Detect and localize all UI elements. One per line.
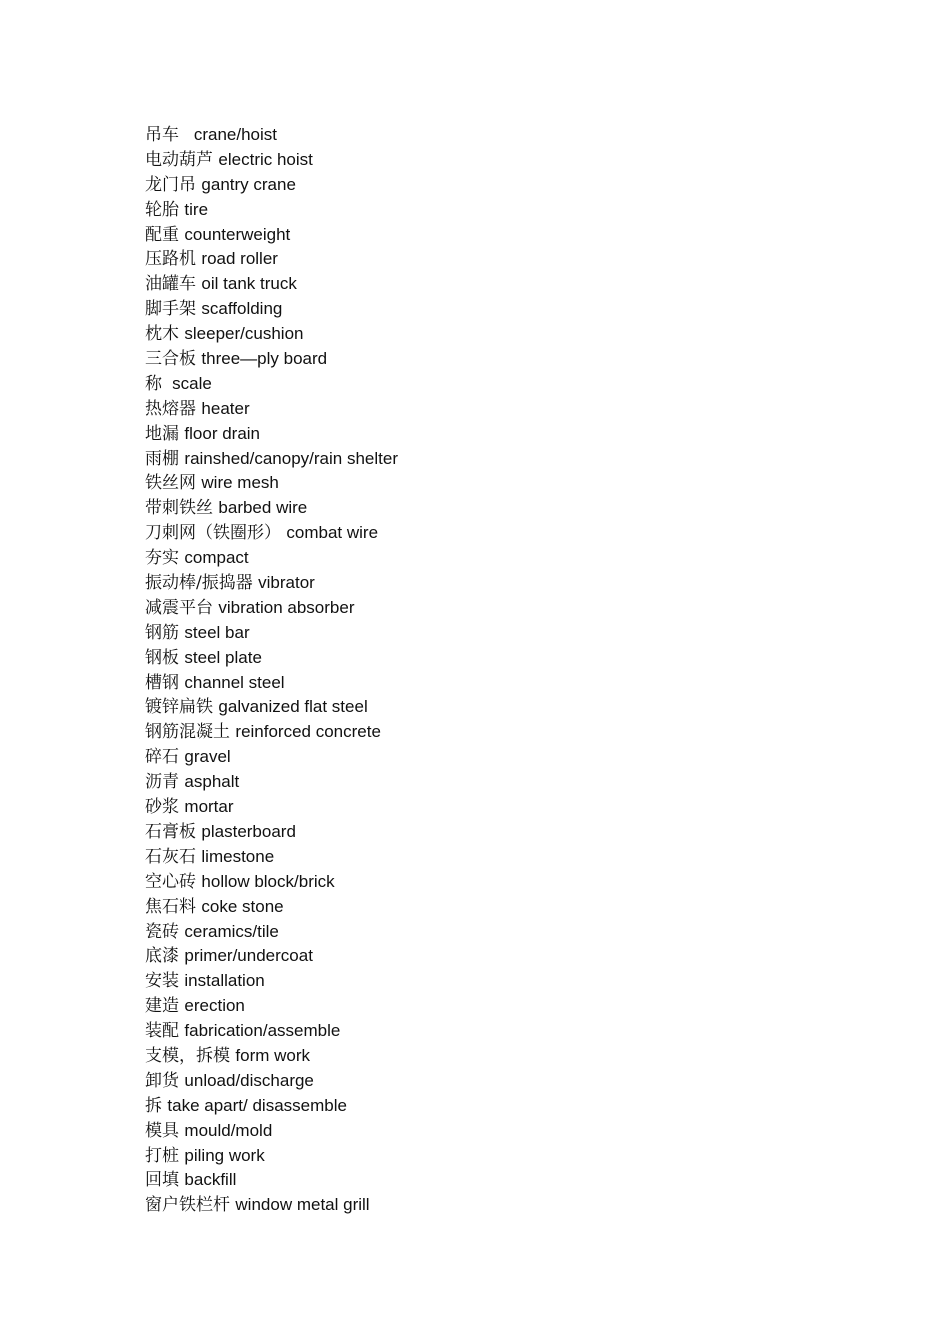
entry-chinese-term: 油罐车 (145, 274, 196, 295)
entry-chinese-term: 瓷砖 (145, 921, 179, 942)
entry-chinese-term: 三合板 (145, 349, 196, 370)
glossary-entry (145, 969, 398, 994)
entry-chinese-term: 龙门吊 (145, 174, 196, 195)
glossary-entry (145, 173, 398, 198)
entry-chinese-term: 卸货 (145, 1070, 179, 1091)
glossary-entry (145, 596, 398, 621)
entry-chinese-term: 钢板 (145, 647, 179, 668)
entry-english-term: channel steel (184, 672, 285, 692)
entry-english-term: counterweight (184, 224, 291, 244)
entry-chinese-term: 石灰石 (145, 846, 196, 867)
entry-chinese-term: 焦石料 (145, 896, 196, 917)
entry-chinese-term: 拆 (145, 1095, 162, 1116)
glossary-entry (145, 496, 398, 521)
glossary-entry (145, 1144, 398, 1169)
entry-english-term: scaffolding (201, 299, 283, 319)
glossary-entry (145, 994, 398, 1019)
glossary-entry (145, 347, 398, 372)
entry-english-term: coke stone (201, 896, 284, 916)
entry-english-term: barbed wire (218, 498, 308, 518)
entry-chinese-term: 底漆 (145, 946, 179, 967)
entry-chinese-term: 模具 (145, 1120, 179, 1141)
glossary-entry (145, 322, 398, 347)
entry-english-term: floor drain (184, 423, 261, 443)
glossary-entry (145, 895, 398, 920)
glossary-entry (145, 1119, 398, 1144)
glossary-entry (145, 546, 398, 571)
glossary-entry (145, 1193, 398, 1218)
glossary-list (145, 123, 398, 1218)
entry-chinese-term: 枕木 (145, 324, 179, 345)
entry-english-term: unload/discharge (184, 1070, 314, 1090)
entry-chinese-term: 轮胎 (145, 199, 179, 220)
entry-english-term: vibrator (258, 573, 315, 593)
entry-chinese-term: 镀锌扁铁 (145, 697, 213, 718)
glossary-entry (145, 372, 398, 397)
entry-english-term: wire mesh (201, 473, 279, 493)
entry-chinese-term: 石膏板 (145, 821, 196, 842)
glossary-entry (145, 695, 398, 720)
entry-english-term: compact (184, 548, 249, 568)
entry-chinese-term: 热熔器 (145, 398, 196, 419)
glossary-entry (145, 745, 398, 770)
entry-chinese-term: 电动葫芦 (145, 149, 213, 170)
glossary-entry (145, 198, 398, 223)
entry-english-term: backfill (184, 1170, 237, 1190)
entry-chinese-term: 钢筋混凝土 (145, 722, 230, 743)
glossary-entry (145, 1094, 398, 1119)
glossary-entry (145, 944, 398, 969)
glossary-entry (145, 297, 398, 322)
entry-english-term: galvanized flat steel (218, 697, 368, 717)
glossary-entry (145, 571, 398, 596)
entry-english-term: plasterboard (201, 821, 296, 841)
entry-english-term: primer/undercoat (184, 946, 313, 966)
glossary-entry (145, 223, 398, 248)
entry-chinese-term: 振动棒/振捣器 (145, 573, 253, 594)
entry-english-term: gravel (184, 747, 231, 767)
entry-english-term: mortar (184, 797, 234, 817)
entry-english-term: vibration absorber (218, 597, 355, 617)
entry-english-term: asphalt (184, 772, 240, 792)
entry-chinese-term: 装配 (145, 1021, 179, 1042)
glossary-entry (145, 646, 398, 671)
entry-english-term: tire (184, 199, 209, 219)
entry-english-term: limestone (201, 846, 275, 866)
entry-chinese-term: 建造 (145, 996, 179, 1017)
entry-chinese-term: 夯实 (145, 548, 179, 569)
entry-english-term: reinforced concrete (235, 722, 381, 742)
entry-english-term: piling work (184, 1145, 265, 1165)
entry-chinese-term: 带刺铁丝 (145, 498, 213, 519)
entry-english-term: oil tank truck (201, 274, 297, 294)
entry-english-term: window metal grill (235, 1195, 370, 1215)
glossary-entry (145, 720, 398, 745)
entry-english-term: steel plate (184, 647, 262, 667)
glossary-entry (145, 870, 398, 895)
glossary-entry (145, 1044, 398, 1069)
entry-english-term: hollow block/brick (201, 871, 335, 891)
glossary-entry (145, 397, 398, 422)
glossary-entry (145, 471, 398, 496)
entry-english-term: rainshed/canopy/rain shelter (184, 448, 398, 468)
glossary-entry (145, 521, 398, 546)
entry-english-term: scale (167, 373, 212, 393)
entry-chinese-term: 配重 (145, 224, 179, 245)
entry-chinese-term: 钢筋 (145, 622, 179, 643)
glossary-entry (145, 247, 398, 272)
glossary-entry (145, 422, 398, 447)
entry-chinese-term: 雨棚 (145, 448, 179, 469)
entry-chinese-term: 地漏 (145, 423, 179, 444)
entry-english-term: installation (184, 971, 265, 991)
entry-chinese-term: 空心砖 (145, 871, 196, 892)
entry-chinese-term: 槽钢 (145, 672, 179, 693)
entry-chinese-term: 打桩 (145, 1145, 179, 1166)
entry-chinese-term: 窗户铁栏杆 (145, 1195, 230, 1216)
entry-english-term: fabrication/assemble (184, 1021, 341, 1041)
entry-chinese-term: 回填 (145, 1170, 179, 1191)
glossary-entry (145, 795, 398, 820)
glossary-entry (145, 920, 398, 945)
entry-chinese-term: 碎石 (145, 747, 179, 768)
entry-chinese-term: 吊车 (145, 125, 179, 145)
entry-english-term: three—ply board (201, 349, 328, 369)
glossary-entry (145, 770, 398, 795)
glossary-entry (145, 1019, 398, 1044)
glossary-entry (145, 447, 398, 472)
glossary-entry (145, 272, 398, 297)
entry-chinese-term: 沥青 (145, 772, 179, 793)
entry-english-term: mould/mold (184, 1120, 273, 1140)
glossary-entry (145, 123, 398, 148)
entry-english-term: ceramics/tile (184, 921, 279, 941)
entry-chinese-term: 称 (145, 373, 162, 394)
entry-chinese-term: 减震平台 (145, 597, 213, 618)
glossary-entry (145, 1069, 398, 1094)
glossary-entry (145, 820, 398, 845)
entry-chinese-term: 刀刺网（铁圈形） (145, 523, 281, 544)
entry-chinese-term: 支模，拆模 (145, 1045, 230, 1066)
entry-chinese-term: 脚手架 (145, 299, 196, 320)
entry-english-term: road roller (201, 249, 278, 269)
entry-english-term: crane/hoist (184, 125, 278, 144)
entry-chinese-term: 压路机 (145, 249, 196, 270)
entry-chinese-term: 砂浆 (145, 797, 179, 818)
entry-english-term: form work (235, 1045, 311, 1065)
entry-chinese-term: 安装 (145, 971, 179, 992)
entry-english-term: gantry crane (201, 174, 296, 194)
entry-english-term: heater (201, 398, 250, 418)
glossary-entry (145, 1168, 398, 1193)
entry-english-term: erection (184, 996, 245, 1016)
glossary-entry (145, 845, 398, 870)
glossary-entry (145, 621, 398, 646)
entry-english-term: electric hoist (218, 149, 313, 169)
entry-english-term: take apart/ disassemble (167, 1095, 347, 1115)
entry-english-term: steel bar (184, 622, 250, 642)
entry-english-term: combat wire (286, 523, 379, 543)
entry-chinese-term: 铁丝网 (145, 473, 196, 494)
entry-english-term: sleeper/cushion (184, 324, 304, 344)
glossary-entry (145, 148, 398, 173)
glossary-entry (145, 671, 398, 696)
